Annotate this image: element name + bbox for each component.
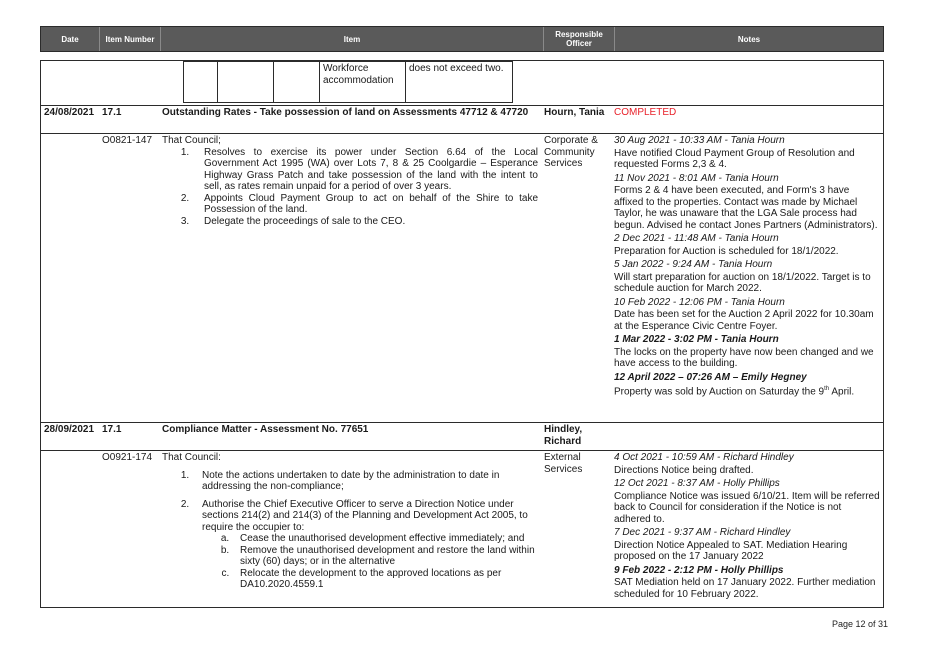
resolution-text: That Council: 1. Note the actions undertaken to date by the administration to date in addressing the non-compliance; 2. Authorise the Chief Executive Officer to serve a Direction Notice under sections 214(2) and 214(3) of the Planning and Development Act 2005, to require the occupier to: a. Cease the unauthorised development effective immediately; and b. Remove the unauthorised development and restore the land within sixty (60) days; or in the alternative c. Relocate the development to the approved locations as per DA10.2020.4559.1: [159, 451, 541, 607]
resolution-list: [162, 147, 538, 228]
table-row-item-header: [41, 106, 883, 134]
header-responsible-officer: Responsible Officer: [544, 27, 615, 51]
list-item: a. Cease the unauthorised development effective immediately; and: [232, 533, 538, 545]
header-item-number: Item Number: [100, 27, 161, 51]
list-item: 1. Resolves to exercise its power under Section 6.64 of the Local Government Act 1995 (WA) over Lots 7, 8 & 25 Coolgardie – Esperance Highway Grass Patch and take possession of the land with the intent to sell, as rates remain unpaid for a period of over 3 years.: [192, 147, 538, 193]
resolution-ref: O0821-147: [102, 135, 153, 146]
continuation-cell-limit: does not exceed two.: [409, 63, 504, 74]
page-number: Page 12 of 31: [831, 619, 888, 629]
notes-log: 30 Aug 2021 - 10:33 AM - Tania Hourn Have notified Cloud Payment Group of Resolution and requested Forms 2,3 & 4. 11 Nov 2021 - 8:01 AM - Tania Hourn Forms 2 & 4 have been executed, and Form's 3 have affixed to the properties. Contact was made by Michael Taylor, he was unaware that the LGA Sale process had begun. Advised he contact Jones Partners (Administrators). 2 Dec 2021 - 11:48 AM - Tania Hourn Preparation for Auction is scheduled for 18/1/2022. 5 Jan 2022 - 9:24 AM - Tania Hourn Will start preparation for auction on 18/1/2022. Target is to schedule auction for March 2022. 10 Feb 2022 - 12:06 PM - Tania Hourn Date has been set for the Auction 2 April 2022 for 10.30am at the Esperance Civic Centre Foyer. 1 Mar 2022 - 3:02 PM - Tania Hourn The locks on the property have now been changed and we have access to the building. 12 April 2022 – 07:26 AM – Emily Hegney Property was sold by Auction on Saturday the 9th April.: [614, 135, 878, 398]
header-date: Date: [41, 27, 100, 51]
list-item: 1. Note the actions undertaken to date by the administration to date in addressing the non-compliance;: [192, 470, 538, 493]
entry-officer: Hourn, Tania: [544, 107, 605, 118]
resolution-list: [162, 470, 538, 591]
table-row-item-header: [41, 423, 883, 451]
list-item: 2. Appoints Cloud Payment Group to act on behalf of the Shire to take Possession of the land.: [192, 193, 538, 216]
entry-date: 28/09/2021: [44, 424, 95, 435]
resolution-text: That Council; 1. Resolves to exercise its power under Section 6.64 of the Local Government Act 1995 (WA) over Lots 7, 8 & 25 Coolgardie – Esperance Highway Grass Patch and take possession of the land with the intent to sell, as rates remain unpaid for a period of over 3 years. 2. Appoints Cloud Payment Group to act on behalf of the Shire to take Possession of the land. 3. Delegate the proceedings of sale to the CEO.: [159, 134, 541, 422]
table-row-item-body: [41, 134, 883, 423]
notes-log: 4 Oct 2021 - 10:59 AM - Richard Hindley Directions Notice being drafted. 12 Oct 2021 - 8:37 AM - Holly Phillips Compliance Notice was issued 6/10/21. Item will be referred back to Council for consideration if the Notice is not adhered to. 7 Dec 2021 - 9:37 AM - Richard Hindley Direction Notice Appealed to SAT. Mediation Hearing proposed on the 17 January 2022 9 Feb 2022 - 2:12 PM - Holly Phillips SAT Mediation held on 17 January 2022. Further mediation scheduled for 10 February 2022.: [614, 452, 880, 600]
department: Corporate & Community Services: [544, 135, 598, 169]
table-header: [40, 26, 884, 52]
meeting-actions-page: [40, 26, 884, 608]
status-badge: COMPLETED: [614, 107, 677, 118]
continuation-subtable: [183, 61, 513, 103]
sub-list: [202, 533, 538, 591]
list-item: b. Remove the unauthorised development and restore the land within sixty (60) days; or in the alternative: [232, 545, 538, 568]
header-item: Item: [161, 27, 544, 51]
list-item: 3. Delegate the proceedings of sale to the CEO.: [192, 216, 538, 228]
department: External Services: [544, 452, 583, 475]
resolution-ref: O0921-174: [102, 452, 153, 463]
entry-title: Compliance Matter - Assessment No. 77651: [162, 424, 369, 435]
entry-item-number: 17.1: [102, 424, 122, 435]
actions-table: [40, 60, 884, 608]
entry-title: Outstanding Rates - Take possession of land on Assessments 47712 & 47720: [162, 107, 529, 118]
header-notes: Notes: [737, 34, 761, 44]
list-item: 2. Authorise the Chief Executive Officer to serve a Direction Notice under sections 214(2) and 214(3) of the Planning and Development Act 2005, to require the occupier to: a. Cease the unauthorised development effective immediately; and b. Remove the unauthorised development and restore the land within sixty (60) days; or in the alternative c. Relocate the development to the approved locations as per DA10.2020.4559.1: [192, 499, 538, 591]
entry-item-number: 17.1: [102, 107, 122, 118]
continuation-cell-workforce: Workforce accommodation: [320, 62, 406, 102]
entry-officer: Hindley, Richard: [544, 424, 583, 447]
table-row-continuation: [41, 61, 883, 106]
table-row-item-body: [41, 451, 883, 607]
entry-date: 24/08/2021: [44, 107, 95, 118]
list-item: c. Relocate the development to the approved locations as per DA10.2020.4559.1: [232, 568, 538, 591]
